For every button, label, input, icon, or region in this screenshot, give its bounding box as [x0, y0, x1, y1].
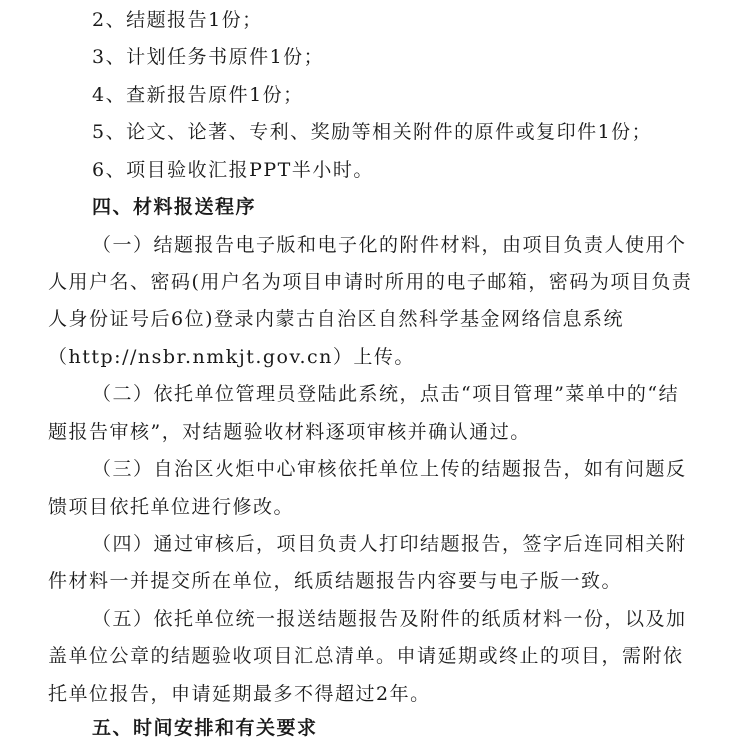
text-line-2: 3、计划任务书原件1份；	[92, 46, 325, 68]
text-line-10: （http://nsbr.nmkjt.gov.cn）上传。	[48, 346, 415, 368]
text-line-16: 件材料一并提交所在单位，纸质结题报告内容要与电子版一致。	[48, 570, 623, 592]
section-heading-5: 五、时间安排和有关要求	[92, 717, 318, 739]
text-line-13: （三）自治区火炬中心审核依托单位上传的结题报告，如有问题反	[92, 458, 687, 480]
text-line-8: 人用户名、密码(用户名为项目申请时所用的电子邮箱，密码为项目负责	[48, 271, 693, 293]
text-line-5: 6、项目验收汇报PPT半小时。	[92, 159, 374, 181]
text-line-17: （五）依托单位统一报送结题报告及附件的纸质材料一份，以及加	[92, 608, 687, 630]
text-line-4: 5、论文、论著、专利、奖励等相关附件的原件或复印件1份；	[92, 121, 653, 143]
text-line-7: （一）结题报告电子版和电子化的附件材料，由项目负责人使用个	[92, 234, 687, 256]
text-line-18: 盖单位公章的结题验收项目汇总清单。申请延期或终止的项目，需附依	[48, 645, 684, 667]
section-heading-4: 四、材料报送程序	[92, 196, 257, 218]
text-line-12: 题报告审核”，对结题验收材料逐项审核并确认通过。	[48, 421, 531, 443]
text-line-19: 托单位报告，申请延期最多不得超过2年。	[48, 683, 431, 705]
text-line-14: 馈项目依托单位进行修改。	[48, 496, 295, 518]
text-line-3: 4、查新报告原件1份；	[92, 84, 304, 106]
text-line-11: （二）依托单位管理员登陆此系统，点击“项目管理”菜单中的“结	[92, 383, 680, 405]
text-line-9: 人身份证号后6位)登录内蒙古自治区自然科学基金网络信息系统	[48, 308, 625, 330]
text-line-15: （四）通过审核后，项目负责人打印结题报告，签字后连同相关附	[92, 533, 687, 555]
text-line-1: 2、结题报告1份；	[92, 9, 263, 31]
